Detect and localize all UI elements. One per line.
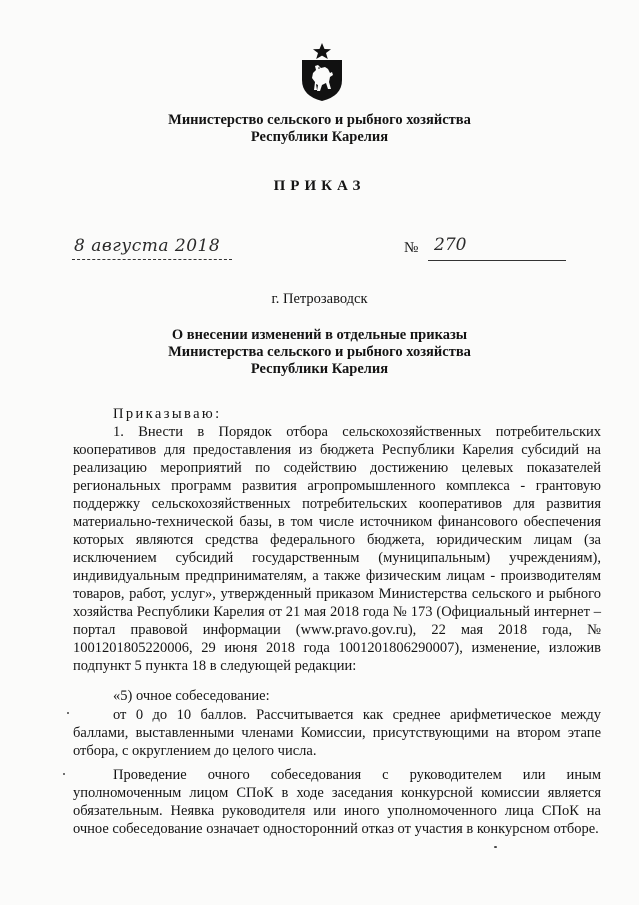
document-subject (0, 327, 639, 378)
score-paragraph: от 0 до 10 баллов. Рассчитывается как среднее арифметическое между баллами, выставленными членами Комиссии, присутствующими на втором этапе отбора, с округлением до целого числа. (73, 707, 601, 759)
subheading-interview: «5) очное собеседование: (113, 688, 270, 704)
subject-line2: Министерства сельского и рыбного хозяйства (168, 344, 471, 360)
scan-speck (67, 712, 69, 714)
ministry-name-line2: Республики Карелия (250, 129, 389, 145)
scan-speck (494, 846, 497, 848)
scan-speck (63, 773, 65, 775)
order-word: Приказываю: (113, 406, 222, 422)
subject-line3: Республики Карелия (250, 361, 389, 377)
date-underline (72, 259, 232, 260)
handwritten-date: 8 августа 2018 (74, 236, 221, 256)
subject-line1: О внесении изменений в отдельные приказы (171, 327, 468, 343)
handwritten-number: 270 (434, 235, 467, 255)
number-label: № (404, 240, 419, 256)
paragraph-1: 1. Внести в Порядок отбора сельскохозяйственных потребительских кооперативов для предоставления из бюджета Республики Карелия субсидий на реализацию мероприятий по содействию достижению целевых показателей региональных программ развития агропромышленного комплекса - грантовую поддержку сельскохозяйственных потребительских кооперативов для развития материально-технической базы, в том числе источником финансового обеспечения которых являются средства федерального бюджета, юридическим лицам (за исключением субсидий государственным (муниципальным) учреждениям), индивидуальным предпринимателям, а также физическим лицам - производителям товаров, работ, услуг», утвержденный приказом Министерства сельского и рыбного хозяйства Республики Карелия от 21 мая 2018 года № 173 (Официальный интернет – портал правовой информации (www.pravo.gov.ru), 22 мая 2018 года, № 1001201805220006, 29 июня 2018 года 1001201806290007), изменение, изложив подпункт 5 пункта 18 в следующей редакции: (73, 424, 601, 674)
ministry-name-line1: Министерство сельского и рыбного хозяйства (168, 112, 471, 128)
ministry-name (0, 112, 639, 146)
document-type-title: ПРИКАЗ (273, 178, 366, 194)
number-underline (428, 260, 566, 261)
city-name: г. Петрозаводск (271, 291, 368, 307)
karelia-coat-of-arms-icon (297, 42, 347, 102)
interview-paragraph: Проведение очного собеседования с руководителем или иным уполномоченным лицом СПоК в ходе заседания конкурсной комиссии является обязательным. Неявка руководителя или иного уполномоченного лица СПоК на очное собеседование означает односторонний отказ от участия в конкурсном отборе. (73, 767, 601, 837)
